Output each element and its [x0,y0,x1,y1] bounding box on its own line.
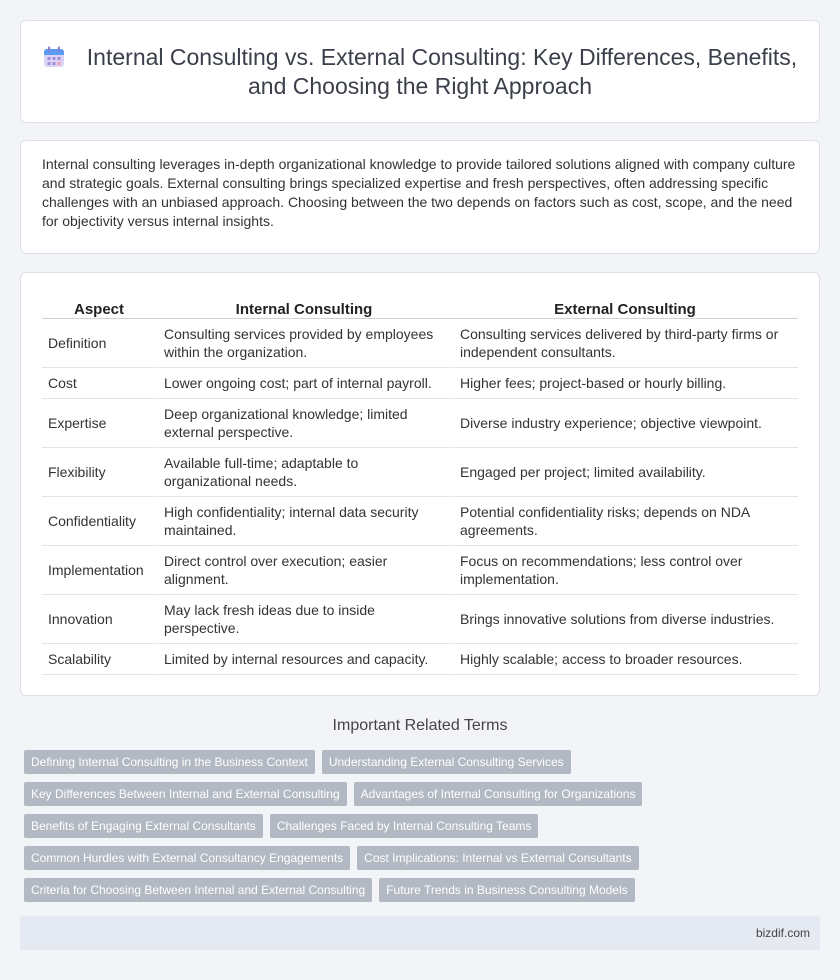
page-title-text: Internal Consulting vs. External Consulting: Key Differences, Benefits, and Choosing the Right Approach [86,44,798,99]
cell-internal: May lack fresh ideas due to inside perspective. [156,595,452,644]
table-row [42,319,798,368]
cell-aspect: Expertise [42,399,156,448]
header-external: External Consulting [452,297,798,319]
intro-paragraph: Internal consulting leverages in-depth organizational knowledge to provide tailored solutions aligned with company culture and strategic goals. External consulting brings specialized expertise and fresh perspectives, often addressing specific challenges with an unbiased approach. Choosing between the two depends on factors such as cost, scope, and the need for objectivity versus internal insights. [42,156,796,229]
cell-aspect: Innovation [42,595,156,644]
related-tag[interactable]: Defining Internal Consulting in the Business Context [24,750,315,774]
table-row [42,595,798,644]
cell-aspect: Confidentiality [42,497,156,546]
table-row [42,448,798,497]
cell-external: Highly scalable; access to broader resources. [452,644,798,675]
footer [20,916,820,950]
cell-internal: Deep organizational knowledge; limited external perspective. [156,399,452,448]
cell-aspect: Flexibility [42,448,156,497]
cell-aspect: Definition [42,319,156,368]
cell-internal: Available full-time; adaptable to organizational needs. [156,448,452,497]
header-internal: Internal Consulting [156,297,452,319]
cell-external: Consulting services delivered by third-party firms or independent consultants. [452,319,798,368]
cell-internal: Lower ongoing cost; part of internal payroll. [156,368,452,399]
calendar-icon [43,46,65,68]
cell-internal: Consulting services provided by employees within the organization. [156,319,452,368]
related-tag[interactable]: Criteria for Choosing Between Internal and External Consulting [24,878,372,902]
cell-external: Higher fees; project-based or hourly billing. [452,368,798,399]
tag-row [24,814,724,846]
cell-external: Focus on recommendations; less control over implementation. [452,546,798,595]
footer-site-link[interactable]: bizdif.com [755,926,810,940]
comparison-table [42,297,798,675]
related-tag[interactable]: Future Trends in Business Consulting Models [379,878,634,902]
cell-aspect: Cost [42,368,156,399]
related-tag[interactable]: Key Differences Between Internal and External Consulting [24,782,347,806]
table-row [42,497,798,546]
related-tag[interactable]: Common Hurdles with External Consultancy Engagements [24,846,350,870]
cell-external: Potential confidentiality risks; depends on NDA agreements. [452,497,798,546]
page-title [21,43,819,101]
related-tag[interactable]: Challenges Faced by Internal Consulting Teams [270,814,539,838]
table-row [42,368,798,399]
header-card [20,20,820,123]
related-tag[interactable]: Benefits of Engaging External Consultants [24,814,263,838]
comparison-card [20,272,820,696]
tag-row [24,846,724,878]
cell-internal: High confidentiality; internal data security maintained. [156,497,452,546]
tag-row [24,878,724,910]
related-tag[interactable]: Understanding External Consulting Services [322,750,571,774]
tag-row [24,782,724,814]
table-row [42,399,798,448]
related-tag[interactable]: Cost Implications: Internal vs External Consultants [357,846,638,870]
related-terms-title: Important Related Terms [332,717,508,734]
cell-external: Brings innovative solutions from diverse industries. [452,595,798,644]
related-tag[interactable]: Advantages of Internal Consulting for Organizations [354,782,643,806]
table-row [42,644,798,675]
cell-aspect: Scalability [42,644,156,675]
cell-external: Engaged per project; limited availability. [452,448,798,497]
cell-internal: Direct control over execution; easier alignment. [156,546,452,595]
table-header-row [42,297,798,319]
cell-internal: Limited by internal resources and capacity. [156,644,452,675]
cell-external: Diverse industry experience; objective viewpoint. [452,399,798,448]
table-row [42,546,798,595]
tag-row [24,750,724,782]
related-tags [24,750,724,910]
header-aspect: Aspect [42,297,156,319]
title-wrap [21,43,819,101]
cell-aspect: Implementation [42,546,156,595]
intro-card [20,140,820,254]
